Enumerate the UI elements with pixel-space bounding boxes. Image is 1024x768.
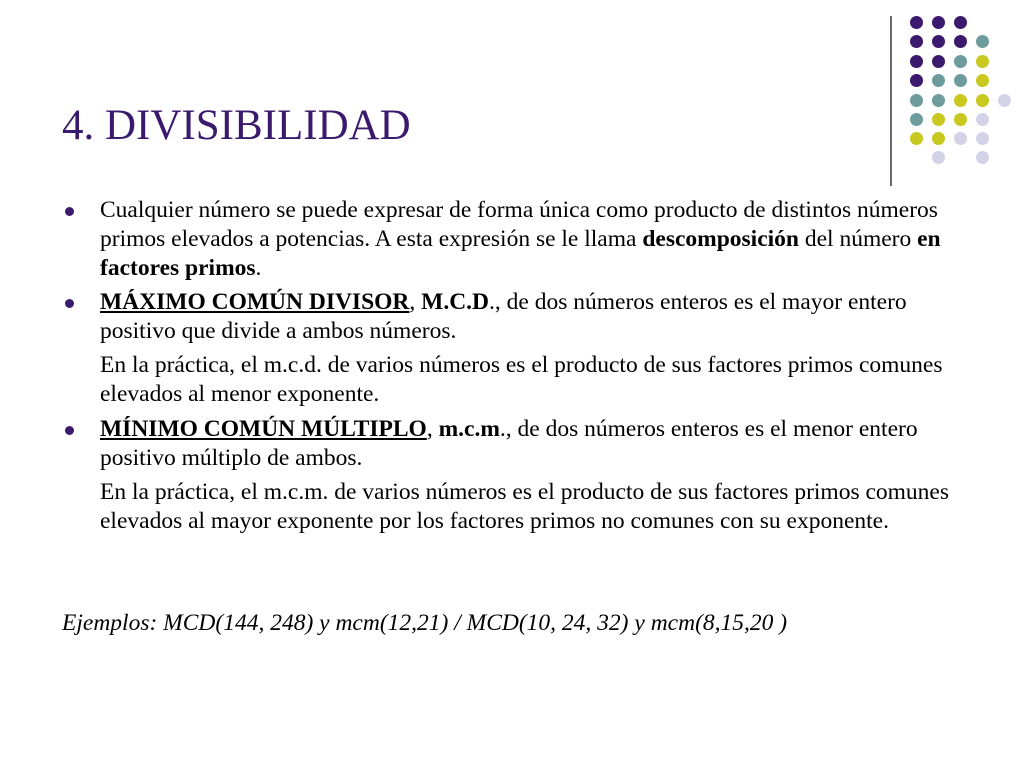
term-minimo-comun-multiplo: MÍNIMO COMÚN MÚLTIPLO [100,416,427,442]
term-maximo-comun-divisor: MÁXIMO COMÚN DIVISOR [100,289,410,315]
decorative-dot [910,132,923,145]
decorative-dot [932,74,945,87]
decorative-dot [932,113,945,126]
term-factores-primos: en factores primos [100,226,941,281]
decorative-dot [954,132,967,145]
slide-title: 4. DIVISIBILIDAD [62,102,411,149]
decorative-dot [932,132,945,145]
bullet-text: ., de dos números enteros es el mayor entero positivo que divide a ambos números. [100,289,907,344]
decorative-dot [932,35,945,48]
decorative-dot [954,113,967,126]
term-descomposicion: descomposición [642,226,799,252]
decorative-dot [910,94,923,107]
term-mcd-abbrev: M.C.D [421,289,490,315]
decorative-dot [954,55,967,68]
decorative-dot [932,55,945,68]
bullet-text: , [409,289,422,315]
decorative-dot [976,74,989,87]
decorative-dot [910,113,923,126]
bullet-text: Cualquier número se puede expresar de forma única como producto de distintos números primos elevados a potencias. A esta expresión se le llama [100,197,938,252]
decorative-dot [998,94,1011,107]
decorative-dot [954,94,967,107]
decorative-dot [954,35,967,48]
bullet-text: del número [799,226,918,252]
bullet-mcd [62,288,972,346]
decorative-dot [932,151,945,164]
decorative-divider [890,16,892,186]
decorative-dot [976,94,989,107]
decorative-dot [932,16,945,29]
decorative-dot [932,94,945,107]
bullet-icon [65,299,74,308]
examples-line: Ejemplos: MCD(144, 248) y mcm(12,21) / MCD(10, 24, 32) y mcm(8,15,20 ) [62,610,788,636]
mcd-practice-note: En la práctica, el m.c.d. de varios números es el producto de sus factores primos comunes elevados al menor exponente. [100,352,943,407]
decorative-dot [976,113,989,126]
decorative-dot [910,55,923,68]
bullet-factorization [62,196,972,283]
mcm-practice-note: En la práctica, el m.c.m. de varios números es el producto de sus factores primos comunes elevados al mayor exponente por los factores primos no comunes con su exponente. [100,479,950,534]
bullet-mcm [62,415,972,473]
slide-body [62,196,972,542]
decorative-dot [954,16,967,29]
decorative-dot [976,35,989,48]
decorative-dot [910,74,923,87]
decorative-dot [910,16,923,29]
bullet-text: , [426,416,439,442]
decorative-dot [954,74,967,87]
decorative-dot [976,55,989,68]
decorative-dot [976,132,989,145]
bullet-text: . [255,255,262,281]
bullet-icon [65,207,74,216]
bullet-icon [65,426,74,435]
bullet-text: ., de dos números enteros es el menor entero positivo múltiplo de ambos. [100,416,918,471]
decorative-dot [910,35,923,48]
decorative-dot [976,151,989,164]
term-mcm-abbrev: m.c.m [438,416,500,442]
